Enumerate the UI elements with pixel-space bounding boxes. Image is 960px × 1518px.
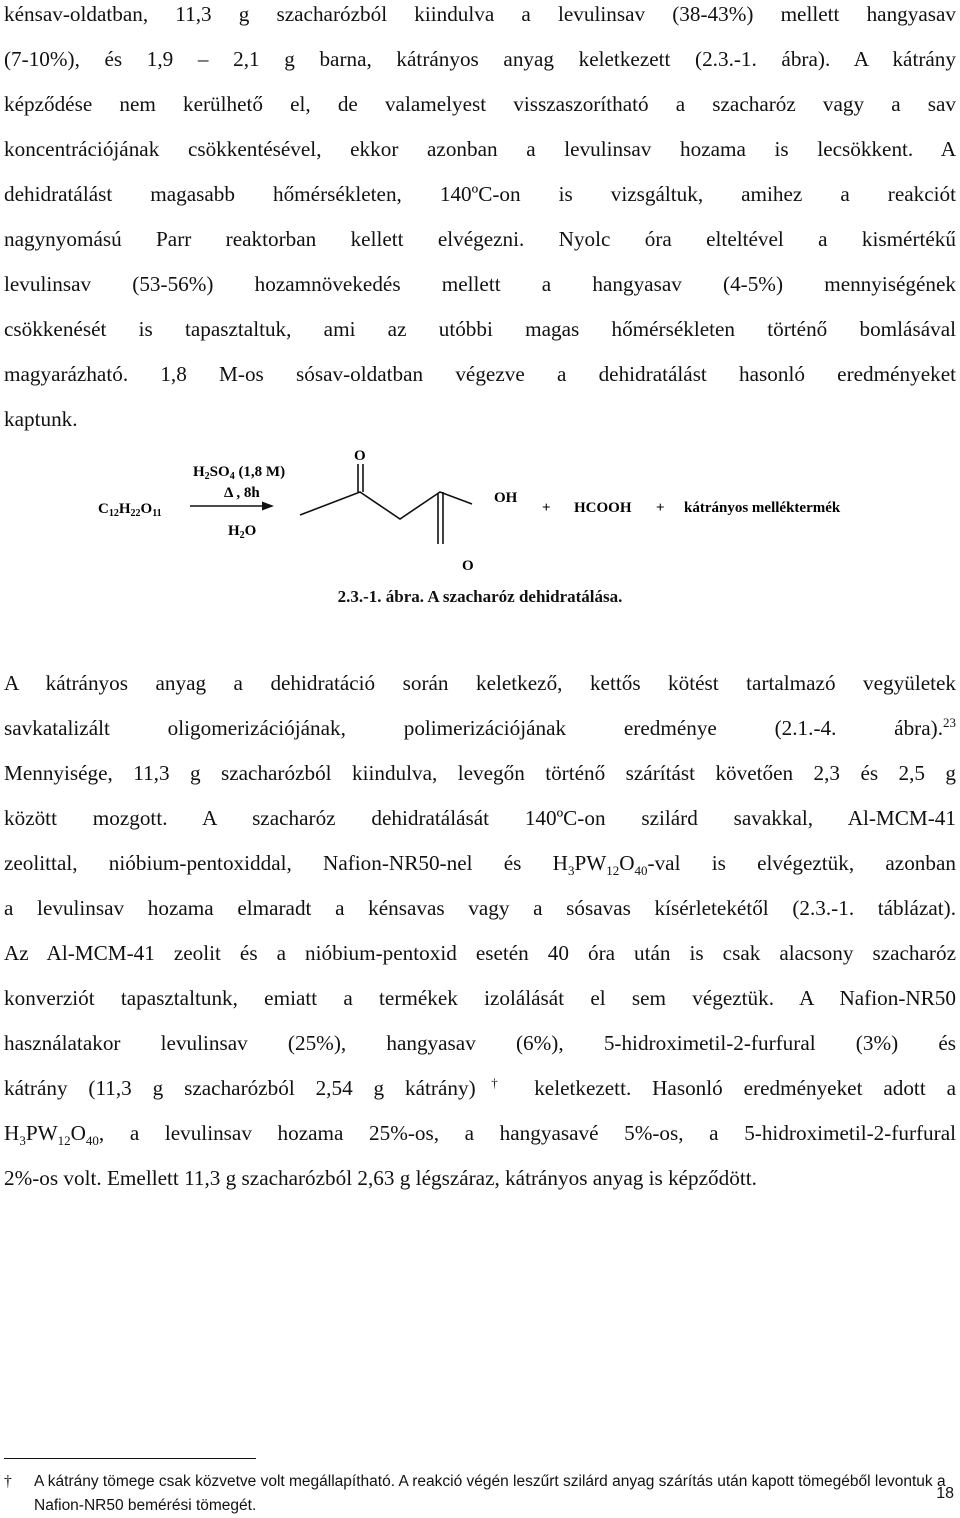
reagent-bottom: $H_2O$ (228, 523, 257, 541)
text-line: levulinsav (53-56%) hozamnövekedés mellett a hangyasav (4-5%) mennyiségének (4, 272, 956, 296)
paragraph-1 (4, 0, 956, 442)
footnote-rule (4, 1458, 256, 1459)
product-tar-byproduct: kátrányos melléktermék (684, 500, 841, 516)
atom-o-bottom: O (462, 558, 474, 574)
text-line: (7-10%), és 1,9 – 2,1 g barna, kátrányos anyag keletkezett (2.3.-1. ábra). A kátrány (4, 47, 956, 71)
page-number: 18 (936, 1485, 954, 1502)
text-line: kátrány (11,3 g szacharózból 2,54 g kátrány)† keletkezett. Hasonló eredményeket adott a (4, 1074, 956, 1100)
footnote (4, 1470, 954, 1518)
citation-ref: 23 (943, 714, 956, 730)
paragraph-2 (4, 661, 956, 1201)
atom-oh: OH (494, 490, 518, 506)
reaction-diagram (90, 440, 890, 580)
text-line: dehidratálást magasabb hőmérsékleten, 140ºC-on is vizsgáltuk, amihez a reakciót (4, 182, 956, 206)
plus-sign-1: + (542, 500, 551, 516)
footnote-text: A kátrány tömege csak közvetve volt megállapítható. A reakció végén leszűrt szilárd anyag szárítás után kapott tömegéből levontuk a Nafion-NR50 bemérési tömegét. (34, 1473, 946, 1514)
plus-sign-2: + (656, 500, 665, 516)
text-line: savkatalizált oligomerizációjának, polimerizációjának eredménye (2.1.-4. ábra).$^{23}$ (4, 714, 956, 740)
text-line: a levulinsav hozama elmaradt a kénsavas vagy a sósavas kísérletekétől (2.3.-1. táblázat). (4, 896, 956, 920)
atom-o-top: O (354, 448, 366, 464)
footnote-mark: † (475, 1074, 514, 1090)
text-line: nagynyomású Parr reaktorban kellett elvégezni. Nyolc óra elteltével a kismértékű (4, 227, 956, 251)
text-line: használatakor levulinsav (25%), hangyasav (6%), 5-hidroximetil-2-furfural (3%) és (4, 1031, 956, 1055)
text-line: zeolittal, nióbium-pentoxiddal, Nafion-NR50-nel és $H_3PW_{12}O_{40}$-val is elvégeztük, azonban (4, 851, 956, 879)
reactant-formula: $C_{12}H_{22}O_{11}$ (98, 501, 162, 519)
reaction-conditions: Δ , 8h (224, 485, 260, 501)
product-formic-acid: HCOOH (574, 500, 632, 516)
text-line: kénsav-oldatban, 11,3 g szacharózból kiindulva a levulinsav (38-43%) mellett hangyasav (4, 2, 956, 26)
text-line: magyarázható. 1,8 M-os sósav-oldatban végezve a dehidratálást hasonló eredményeket (4, 362, 956, 386)
text-line: $H_3PW_{12}O_{40}$, a levulinsav hozama 25%-os, a hangyasavé 5%-os, a 5-hidroximetil-2-furfural (4, 1121, 956, 1149)
levulinic-acid-skeleton (300, 492, 472, 519)
text-line: képződése nem kerülhető el, de valamelyest visszaszorítható a szacharóz vagy a sav (4, 92, 956, 116)
reagent-top: $H_2SO_4$ (1,8 M) (193, 464, 286, 482)
text-line: között mozgott. A szacharóz dehidratálását 140ºC-on szilárd savakkal, Al-MCM-41 (4, 806, 956, 830)
text-line: csökkenését is tapasztaltuk, ami az utóbbi magas hőmérsékleten történő bomlásával (4, 317, 956, 341)
text-line: A kátrányos anyag a dehidratáció során keletkező, kettős kötést tartalmazó vegyületek (4, 671, 956, 695)
text-line: Mennyisége, 11,3 g szacharózból kiindulva, levegőn történő szárítást követően 2,3 és 2,5 g (4, 761, 956, 785)
text-line: koncentrációjának csökkentésével, ekkor azonban a levulinsav hozama is lecsökkent. A (4, 137, 956, 161)
text-line: kaptunk. (4, 407, 78, 431)
reaction-arrow-head (262, 502, 274, 511)
text-line: Az Al-MCM-41 zeolit és a nióbium-pentoxid esetén 40 óra után is csak alacsony szacharóz (4, 941, 956, 965)
footnote-mark: † (4, 1473, 12, 1490)
figure-caption: 2.3.-1. ábra. A szacharóz dehidratálása. (337, 587, 623, 606)
text-line: konverziót tapasztaltunk, emiatt a termékek izolálását el sem végeztük. A Nafion-NR50 (4, 986, 956, 1010)
text-line: 2%-os volt. Emellett 11,3 g szacharózból 2,63 g légszáraz, kátrányos anyag is képződött. (4, 1166, 757, 1190)
